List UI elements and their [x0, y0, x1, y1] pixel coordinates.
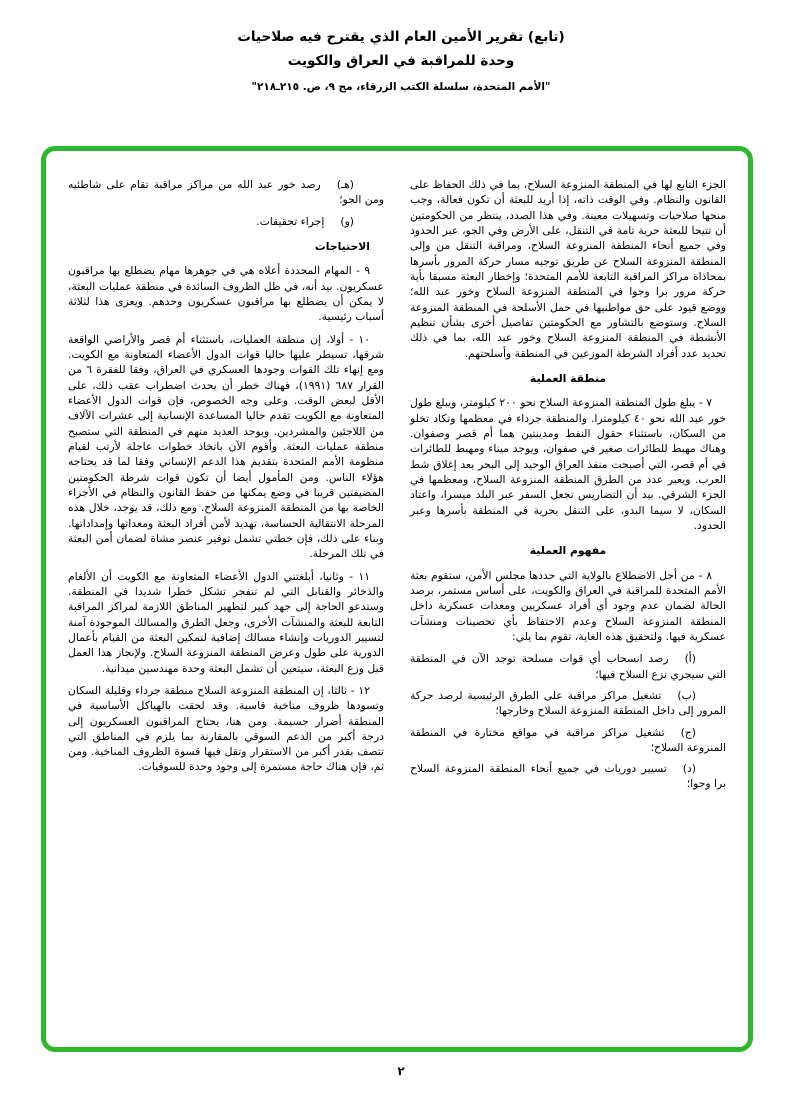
list-item [410, 651, 726, 682]
paragraph: ١٢ - ثالثا، إن المنطقة المنزوعة السلاح منطقة جرداء وقليلة السكان وتسودها ظروف مناخية قاسية. وقد لحقت بالهياكل الأساسية في المنطقة أضرار جسيمة. ومن هنا، يحتاج المراقبون العسكريون إلى درجة أكبر من الدعم السوقي بالمقارنة بما يلزم في المناطق التي تتصف بقدر أكبر من الاستقرار وتقل فيها قسوة الظروف المناخية. ومن ثم، فإن هناك حاجة مستمرة إلى وجود وحدة للسوقيات. [68, 683, 384, 774]
document-title-line2: وحدة للمراقبة في العراق والكويت [287, 52, 515, 69]
list-item-text: رصد خور عبد الله من مراكز مراقبة تقام على شاطئيه ومن الجو؛ [68, 178, 384, 207]
list-item [410, 725, 726, 756]
list-item-text: رصد انسحاب أي قوات مسلحة توجد الآن في المنطقة التي سيجري نزع السلاح فيها؛ [410, 652, 726, 681]
page-number: ٢ [397, 1064, 405, 1078]
list-marker: (هـ) [336, 178, 354, 191]
section-heading: منطقة العملية [529, 371, 607, 385]
content-border-box [41, 146, 753, 1052]
document-title-line1: (تابع) تقرير الأمين العام الذي يقترح فيه صلاحيات [237, 29, 565, 45]
paragraph: ٨ - من أجل الاضطلاع بالولاية التي حددها مجلس الأمن، ستقوم بعثة الأمم المتحدة للمراقبة في العراق والكويت، على أساس مستمر، برصد الحالة لضمان عدم وجود أي أفراد عسكريين ومعدات عسكرية داخل المنطقة المنزوعة السلاح وعدم الاحتفاظ بأي تحصينات ومنشآت عسكرية فيها. ولتحقيق هذه الغاية، تقوم بما يلي: [410, 568, 726, 643]
two-column-layout [68, 177, 726, 1027]
section-heading: الاحتياجات [314, 239, 370, 253]
document-header [0, 26, 802, 93]
paragraph: ٧ - يبلغ طول المنطقة المنزوعة السلاح نحو ٢٠٠ كيلومتر، ويبلغ طول خور عبد الله نحو ٤٠ كيلومترا. والمنطقة جرداء في معظمها وتكاد تخلو من السكان، باستثناء حقول النفط ومدينتين هما أم قصر وصفوان. وهناك مهبط للطائرات صغير في صفوان، ويوجد ميناء ومهبط للطائرات في أم قصر، التي أصبحت منفذ العراق الوحيد إلى البحر بعد إغلاق شط العرب. ويعبر عدد من الطرق المنطقة المنزوعة السلاح، ومعظمها في الجزء الشرقي. بيد أن التضاريس تجعل السفر عبر البلد ميسرا، واعتاد السكان، لا سيما البدو، على التنقل بحرية في المنطقة بأسرها وعبر الحدود. [410, 396, 726, 532]
list-marker: (د) [682, 762, 696, 776]
list-item [410, 761, 726, 792]
list-item [68, 214, 384, 229]
document-source-citation: "الأمم المتحدة، سلسلة الكتب الزرقاء، مج ٩، ص. ٢١٥ـ٢١٨" [251, 81, 551, 94]
paragraph: الجزء التابع لها في المنطقة المنزوعة السلاح، بما في ذلك الحفاظ على القانون والنظام. وفي الوقت ذاته، إذا أريد للبعثة أن تكون فعالة، وجب منحها صلاحيات وتسهيلات معينة. وفي هذا الصدد، ينتظر من الحكومتين أن تتيحا للبعثة حرية تامة في التنقل، على الأرض وفي الجو، عبر الحدود وفي جميع أنحاء المنطقة المنزوعة السلاح، ومراقبة التنقل من وإلى المنطقة المنزوعة السلاح عن طريق توجيه مسار حركة المرور بأسرها بمحاذاة مراكز المراقبة التابعة للأمم المتحدة؛ وإخطار البعثة مسبقا بأية حركة مرور برا وجوا في المنطقة المنزوعة السلاح وخور عبد الله؛ ووضع قيود على حق مواطنيها في حمل الأسلحة في المنطقة المنزوعة السلاح. وستوضع بالتشاور مع الحكومتين تفاصيل أخرى بشأن تنظيم الأنشطة في المنطقة المنزوعة السلاح وخور عبد الله، بما في ذلك تحديد عدد أفراد الشرطة الموزعين في المنطقة وأسلحتهم. [410, 178, 726, 360]
column-left [68, 177, 384, 1027]
paragraph: ١١ - وثانيا، أبلغتني الدول الأعضاء المتعاونة مع الكويت أن الألغام والذخائر والقنابل التي لم تنفجر تشكل خطرا شديدا في المنطقة. وستدعو الحاجة إلى جهد كبير لتطهير المناطق اللازمة لمراكز المراقبة التابعة للبعثة والمنشآت الأخرى، وجعل الطرق والمسالك الموجودة آمنة لتسيير الدوريات وإنشاء مسالك إضافية لتمكين البعثة من القيام بأعمال الدورية على طول وعرض المنطقة المنزوعة السلاح. ولإنجاز هذا العمل قبل وزع البعثة، سيتعين أن تشمل البعثة وحدة مهندسين ميدانية. [68, 569, 384, 675]
list-item-text: إجراء تحقيقات. [256, 214, 325, 228]
list-item-text: تسيير دوريات في جميع أنحاء المنطقة المنزوعة السلاح برا وجوا؛ [410, 762, 726, 791]
column-right [410, 177, 726, 1027]
paragraph: ١٠ - أولا، إن منطقة العمليات، باستثناء أم قصر والأراضي الواقعة شرقها، تسيطر عليها حاليا قوات الدول الأعضاء المتعاونة مع الكويت. ومع إنهاء تلك القوات وجودها العسكري في العراق، وفقا للفقرة ٦ من القرار ٦٨٧ (١٩٩١)، فهناك خطر أن يحدث اضطراب عقب ذلك، على الأقل لبعض الوقت. وعلى وجه الخصوص، فإن قوات الدول الأعضاء المتعاونة مع الكويت تقدم حاليا المساعدة الإنسانية إلى عشرات الآلاف من اللاجئين والمشردين. ويوجد العديد منهم في المنطقة التي ستصبح منطقة عمليات البعثة. وأقوم الآن باتخاذ خطوات عاجلة لأرتب لقيام منظومة الأمم المتحدة بتقديم هذا الدعم الإنساني وفقا لما قد يحتاجه هؤلاء الناس. ومن المأمول أيضا أن تكون قوات شرطة الحكومتين المضيفتين قريبا في وضع يمكنها من حفظ القانون والنظام في الأجزاء الخاصة بها من المنطقة المنزوعة السلاح. ومع ذلك، قد يوجد، خلال هذه المرحلة الانتقالية الحساسة، تهديد لأمن أفراد البعثة ومعداتها وإمداداتها. وبناء على ذلك، فإن خطتي تشمل توفير عنصر مشاة لضمان أمن البعثة في تلك المرحلة. [68, 332, 384, 561]
paragraph: ٩ - المهام المحددة أعلاه هي في جوهرها مهام يضطلع بها مراقبون عسكريون. بيد أنه، في ظل الظروف السائدة في منطقة عمليات البعثة، لا يمكن أن يضطلع بها مراقبون عسكريون وحدهم. ويعزى هذا لثلاثة أسباب رئيسية. [68, 264, 384, 324]
list-marker: (ج) [680, 725, 696, 739]
list-item [410, 688, 726, 719]
section-heading: مفهوم العملية [529, 544, 607, 558]
list-marker: (ب) [677, 688, 696, 702]
list-item-text: تشغيل مراكز مراقبة على الطرق الرئيسية لرصد حركة المرور إلى داخل المنطقة المنزوعة السلاح وخارجها؛ [410, 688, 726, 718]
list-marker: (أ) [684, 652, 696, 666]
list-marker: (و) [340, 214, 354, 228]
list-item [68, 177, 384, 208]
list-item-text: تشغيل مراكز مراقبة في مواقع مختارة في المنطقة المنزوعة السلاح؛ [410, 725, 726, 754]
